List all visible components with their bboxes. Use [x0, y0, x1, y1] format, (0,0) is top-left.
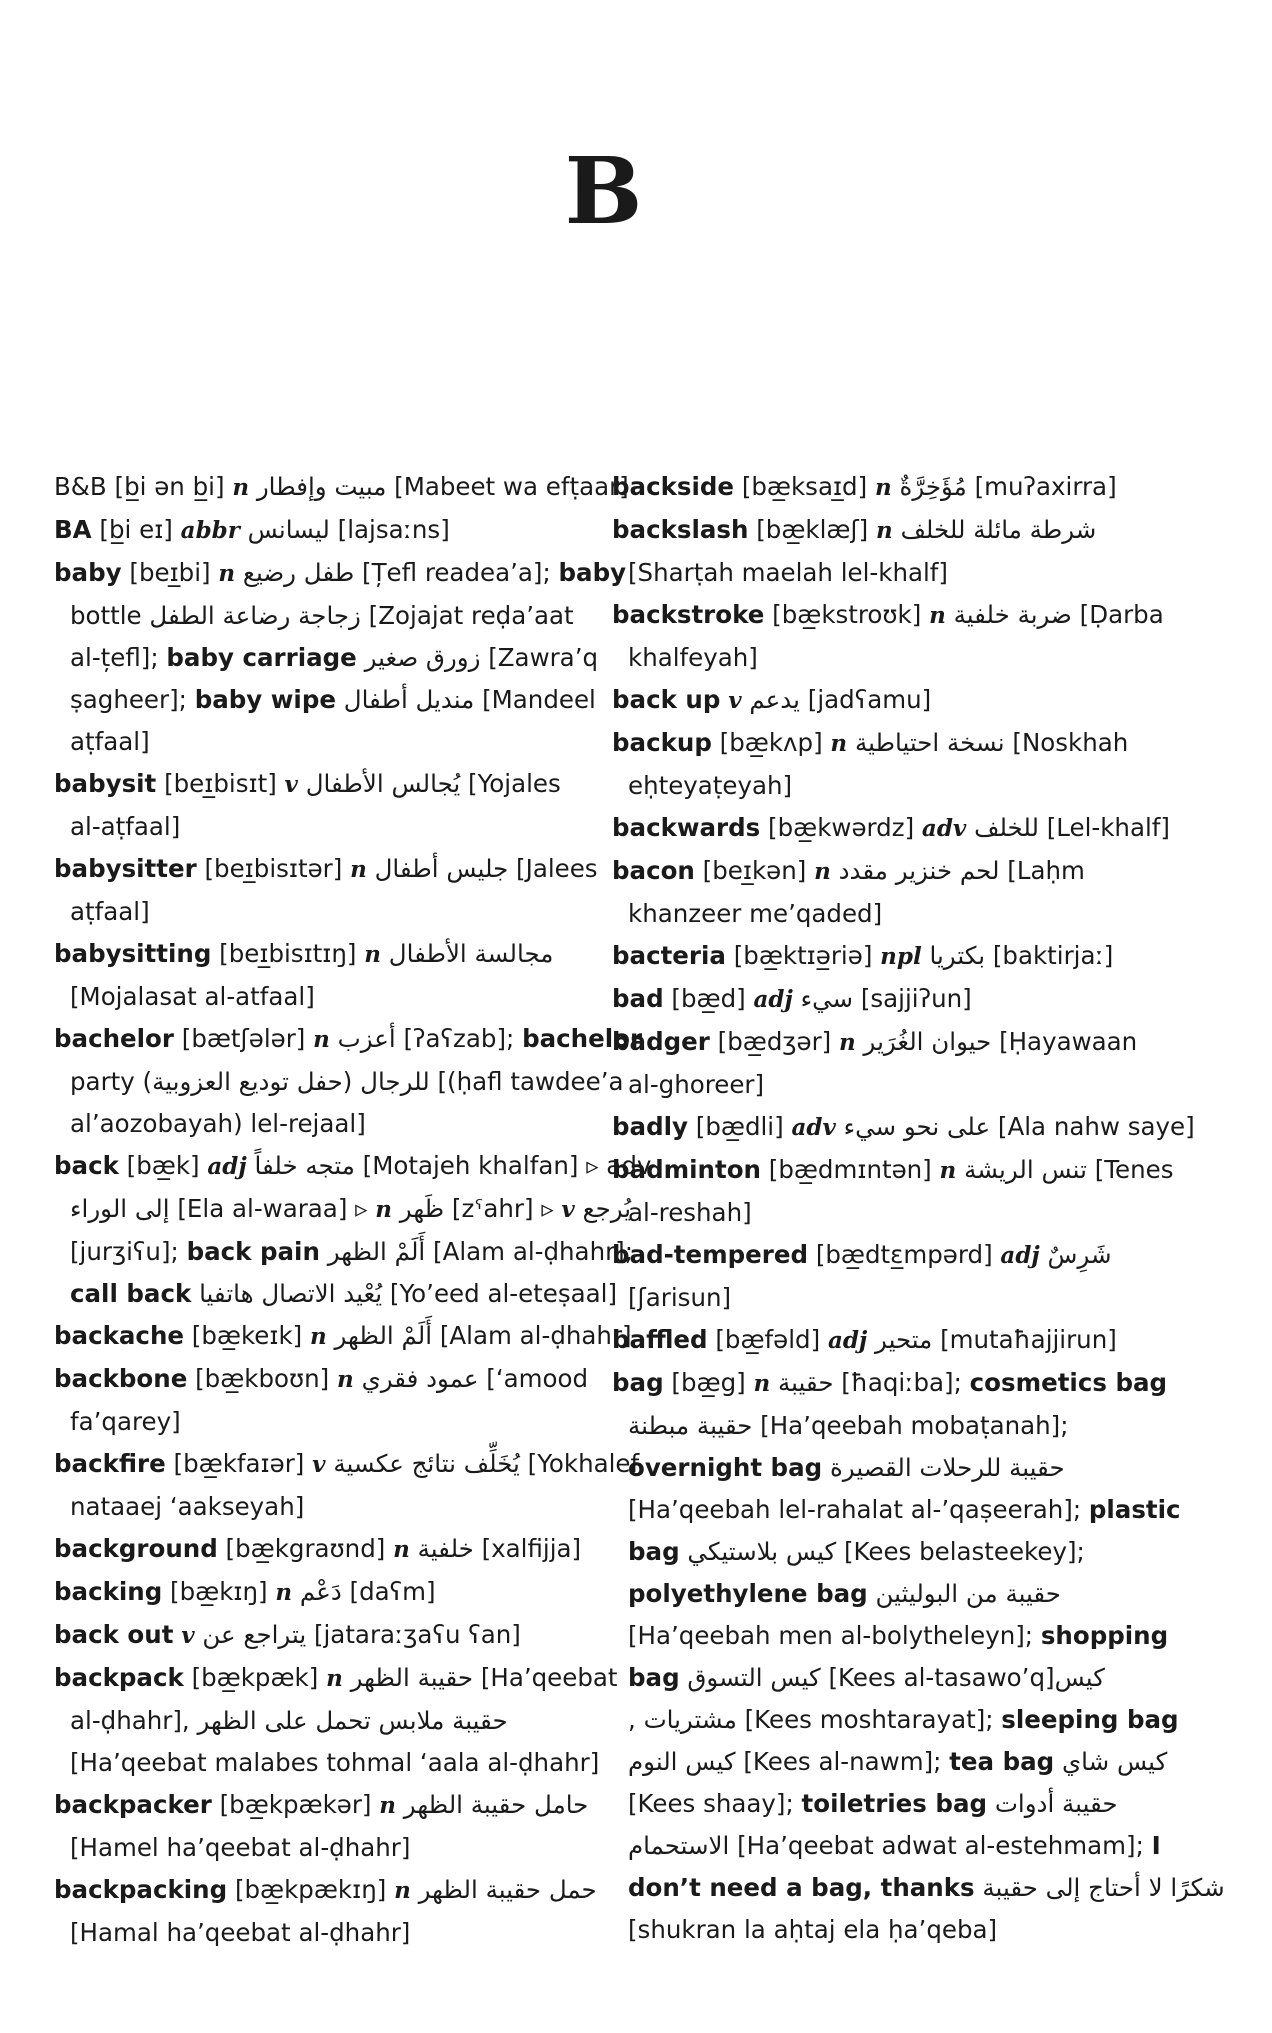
- entry-line: [Ha’qeebah lel-rahalat al-’qaṣeerah]; plastic: [628, 1495, 1181, 1524]
- left-entry: [54, 1358, 599, 1443]
- left-entry: [54, 1443, 640, 1528]
- left-entry: [54, 933, 599, 1018]
- entry-line: B&B [b̲i ən b̲i] n مبيت وإفطار [Mabeet wa efṭaar]: [54, 472, 629, 501]
- entry-line: bad-tempered [bæ̲dtɛ̲mpərd] adj شَرِسٌ: [612, 1240, 1112, 1269]
- entry-line: [Mojalasat al-atfaal]: [70, 982, 315, 1011]
- entry-line: overnight bag حقيبة للرحلات القصيرة: [628, 1453, 1065, 1482]
- entry-line: babysitter [beɪ̲bisɪtər] n جليس أطفال [Jalees: [54, 854, 598, 883]
- entry-line: al-ḍhahr], حقيبة ملابس تحمل على الظهر: [70, 1706, 508, 1735]
- left-entry: [54, 1869, 599, 1954]
- entry-line: badger [bæ̲dʒər] n حيوان الغُرَير [Ḥayawaan: [612, 1027, 1138, 1056]
- entry-line: bag [bæ̲g] n حقيبة [ħaqiːba]; cosmetics bag: [612, 1368, 1168, 1397]
- entry-line: backside [bæ̲ksaɪ̲d] n مُؤَخِرَّةٌ [muʔaxirra]: [612, 472, 1117, 501]
- entry-line: bag كيس بلاستيكي [Kees belasteekey];: [628, 1537, 1085, 1566]
- entry-line: backstroke [bæ̲kstroʊk] n ضربة خلفية [Ḍarba: [612, 600, 1164, 629]
- left-entry: [54, 1315, 632, 1358]
- entry-line: إلى الوراء [Ela al-waraa] ▹ n ظَهر [zˤahr] ▹ v يُرجع: [70, 1194, 632, 1223]
- entry-line: ṣagheer]; baby wipe منديل أطفال [Mandeel: [70, 685, 596, 714]
- right-entry: [612, 1106, 1195, 1149]
- entry-line: backpack [bæ̲kpæk] n حقيبة الظهر [Ha’qeebat: [54, 1663, 618, 1692]
- left-entry: [54, 1614, 599, 1657]
- entry-line: الاستحمام [Ha’qeebat adwat al-estehmam]; I: [628, 1831, 1161, 1860]
- left-column: [54, 466, 652, 1954]
- entry-line: eḥteyaṭeyah]: [628, 771, 793, 800]
- right-entry: [612, 466, 1157, 509]
- entry-line: backwards [bæ̲kwərdz] adv للخلف [Lel-khalf]: [612, 813, 1170, 842]
- right-entry: [612, 850, 1157, 935]
- entry-line: [Sharṭah maelah lel-khalf]: [628, 558, 948, 587]
- entry-line: backbone [bæ̲kboʊn] n عمود فقري [‘amood: [54, 1364, 589, 1393]
- entry-line: polyethylene bag حقيبة من البوليثين: [628, 1579, 1061, 1608]
- entry-line: don’t need a bag, thanks شكرًا لا أحتاج إلى حقيبة: [628, 1873, 1225, 1902]
- left-entry: [54, 848, 599, 933]
- left-entry: [54, 1018, 643, 1145]
- left-entry: [54, 763, 599, 848]
- entry-line: [Hamal ha’qeebat al-ḍhahr]: [70, 1918, 411, 1947]
- left-entry: [54, 1657, 618, 1784]
- right-entry: [612, 722, 1157, 807]
- entry-line: al-reshah]: [628, 1198, 752, 1227]
- entry-line: khanzeer me’qaded]: [628, 899, 883, 928]
- entry-line: backache [bæ̲keɪk] n أَلَمْ الظهر [Alam al-ḍhahr]: [54, 1321, 632, 1350]
- entry-line: baffled [bæ̲fəld] adj متحير [mutaħajjirun]: [612, 1325, 1117, 1354]
- entry-line: backpacker [bæ̲kpækər] n حامل حقيبة الظهر: [54, 1790, 589, 1819]
- entry-line: BA [b̲i eɪ] abbr ليسانس [lajsaːns]: [54, 515, 450, 544]
- entry-line: bottle زجاجة رضاعة الطفل [Zojajat reḍa’aat: [70, 601, 574, 630]
- entry-line: call back يُعْيد الاتصال هاتفيا [Yo’eed al-eteṣaal]: [70, 1279, 618, 1308]
- entry-line: bad [bæ̲d] adj سيء [sajjiʔun]: [612, 984, 972, 1013]
- left-entry: [54, 1528, 599, 1571]
- entry-line: babysit [beɪ̲bisɪt] v يُجالس الأطفال [Yojales: [54, 769, 561, 798]
- entry-line: khalfeyah]: [628, 643, 758, 672]
- entry-line: back [bæ̲k] adj متجه خلفاً [Motajeh khalfan] ▹ adv: [54, 1151, 652, 1180]
- right-entry: [612, 1149, 1174, 1234]
- entry-line: bag كيس التسوق [Kees al-tasawo’q]كيس: [628, 1663, 1105, 1692]
- entry-line: backfire [bæ̲kfaɪər] v يُخَلِّف نتائج عكسية [Yokhalef: [54, 1449, 640, 1478]
- entry-line: fa’qarey]: [70, 1407, 181, 1436]
- entry-line: baby [beɪ̲bi] n طفل رضيع [Țefl readea’a]; baby: [54, 558, 627, 587]
- entry-line: badly [bæ̲dli] adv على نحو سيء [Ala nahw saye]: [612, 1112, 1195, 1141]
- left-entry: [54, 1145, 652, 1315]
- entry-line: bacon [beɪ̲kən] n لحم خنزير مقدد [Laḥm: [612, 856, 1085, 885]
- entry-line: al’aozobayah) lel-rejaal]: [70, 1109, 366, 1138]
- entry-line: [Hamel ha’qeebat al-ḍhahr]: [70, 1833, 411, 1862]
- right-entry: [612, 1319, 1157, 1362]
- entry-line: background [bæ̲kgraʊnd] n خلفية [xalfijja]: [54, 1534, 582, 1563]
- right-entry: [612, 509, 1157, 594]
- entry-line: bachelor [bætʃələr] n أعزب [ʔaʕzab]; bachelor: [54, 1024, 643, 1053]
- left-entry: [54, 509, 599, 552]
- right-entry: [612, 807, 1170, 850]
- entry-line: backing [bæ̲kɪŋ] n دَعْم [daʕm]: [54, 1577, 436, 1606]
- entry-line: backslash [bæ̲klæʃ] n شرطة مائلة للخلف: [612, 515, 1097, 544]
- right-entry: [612, 1362, 1225, 1951]
- entry-line: badminton [bæ̲dmɪntən] n تنس الريشة [Tenes: [612, 1155, 1174, 1184]
- left-entry: [54, 552, 627, 763]
- entry-line: al-aṭfaal]: [70, 812, 181, 841]
- entry-line: [ʃarisun]: [628, 1283, 732, 1312]
- entry-line: [Ha’qeebah men al-bolytheleyn]; shopping: [628, 1621, 1169, 1650]
- right-entry: [612, 978, 1157, 1021]
- right-entry: [612, 594, 1164, 679]
- entry-line: back up v يدعم [jadʕamu]: [612, 685, 932, 714]
- entry-line: , مشتريات [Kees moshtarayat]; sleeping bag: [628, 1705, 1179, 1734]
- entry-line: al-țefl]; baby carriage زورق صغير [Zawra’q: [70, 643, 599, 672]
- entry-line: party (حفل توديع العزوبية) للرجال [(ḥafl tawdee’a: [70, 1067, 624, 1096]
- entry-line: aṭfaal]: [70, 727, 150, 756]
- right-entry: [612, 935, 1157, 978]
- left-entry: [54, 1784, 599, 1869]
- entry-line: [Kees shaay]; toiletries bag حقيبة أدوات: [628, 1789, 1118, 1818]
- entry-line: backup [bæ̲kʌp] n نسخة احتياطية [Noskhah: [612, 728, 1129, 757]
- entry-line: aṭfaal]: [70, 897, 150, 926]
- right-entry: [612, 679, 1157, 722]
- entry-line: حقيبة مبطنة [Ha’qeebah mobaṭanah];: [628, 1411, 1069, 1440]
- entry-line: babysitting [beɪ̲bisɪtɪŋ] n مجالسة الأطفال: [54, 939, 554, 968]
- entry-line: كيس النوم [Kees al-nawm]; tea bag كيس شاي: [628, 1747, 1168, 1776]
- entry-line: back out v يتراجع عن [jataraːʒaʕu ʕan]: [54, 1620, 521, 1649]
- right-entry: [612, 1021, 1157, 1106]
- left-entry: [54, 466, 629, 509]
- entry-line: [Ha’qeebat malabes tohmal ‘aala al-ḍhahr]: [70, 1748, 600, 1777]
- entry-line: [jurʒiʕu]; back pain أَلَمْ الظهر [Alam al-ḍhahr];: [70, 1237, 633, 1266]
- left-entry: [54, 1571, 599, 1614]
- right-entry: [612, 1234, 1157, 1319]
- entry-line: bacteria [bæ̲ktɪə̲riə] npl بكتريا [baktirjaː]: [612, 941, 1114, 970]
- section-letter: B: [564, 137, 643, 245]
- entry-line: backpacking [bæ̲kpækɪŋ] n حمل حقيبة الظهر: [54, 1875, 597, 1904]
- entry-line: al-ghoreer]: [628, 1070, 765, 1099]
- entry-line: [shukran la aḥtaj ela ḥa’qeba]: [628, 1915, 998, 1944]
- entry-line: nataaej ‘aakseyah]: [70, 1492, 305, 1521]
- right-column: [612, 466, 1225, 1951]
